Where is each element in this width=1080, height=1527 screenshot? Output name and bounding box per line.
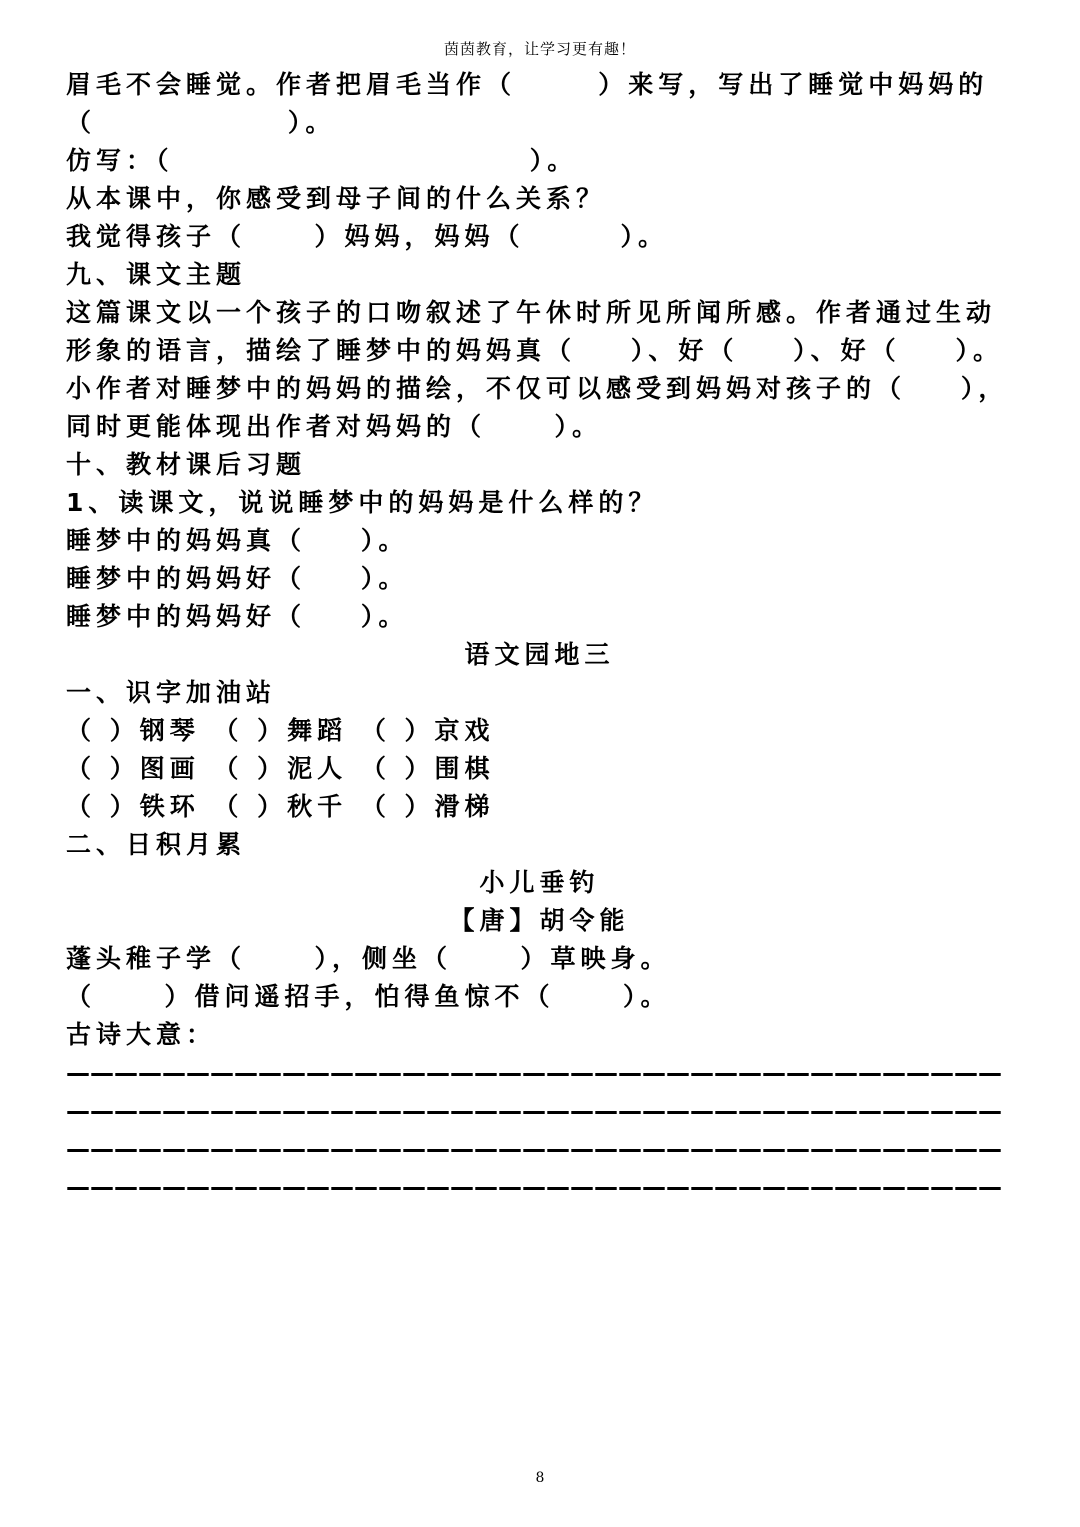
literacy-row-3: （ ）铁环 （ ）秋千 （ ）滑梯 <box>66 792 495 821</box>
subsection-heading-literacy: 一、识字加油站 <box>66 678 277 707</box>
poem-line-1: 蓬头稚子学（ ），侧坐（ ）草映身。 <box>66 944 671 973</box>
page-number: 8 <box>535 1470 545 1486</box>
section-heading-theme: 九、课文主题 <box>66 260 247 289</box>
poem-title: 小儿垂钓 <box>479 868 600 897</box>
theme-text-line-2: 形象的语言，描绘了睡梦中的妈妈真（ ）、好（ ）、好（ ）。 <box>66 336 1003 365</box>
answer-dash-line-2: ——————————————————————————————————————— <box>66 1097 1002 1125</box>
exercise-answer-line-1: 睡梦中的妈妈真（ ）。 <box>66 526 409 555</box>
section-heading-exercises: 十、教材课后习题 <box>66 450 307 479</box>
answer-dash-line-3: ——————————————————————————————————————— <box>66 1135 1002 1163</box>
text-line-metaphor: 眉毛不会睡觉。作者把眉毛当作（ ）来写，写出了睡觉中妈妈的 <box>66 70 989 99</box>
section-title-garden: 语文园地三 <box>464 640 615 669</box>
literacy-row-1: （ ）钢琴 （ ）舞蹈 （ ）京戏 <box>66 716 495 745</box>
text-line-imitation: 仿写：（ ）。 <box>66 146 578 175</box>
text-line-metaphor-blank: （ ）。 <box>66 108 336 137</box>
worksheet-content <box>66 66 1026 1206</box>
literacy-row-2: （ ）图画 （ ）泥人 （ ）围棋 <box>66 754 495 783</box>
answer-dash-line-4: ——————————————————————————————————————— <box>66 1173 1002 1201</box>
exercise-answer-line-2: 睡梦中的妈妈好（ ）。 <box>66 564 409 593</box>
exercise-answer-line-3: 睡梦中的妈妈好（ ）。 <box>66 602 409 631</box>
theme-text-line-4: 同时更能体现出作者对妈妈的（ ）。 <box>66 412 603 441</box>
theme-text-line-1: 这篇课文以一个孩子的口吻叙述了午休时所见所闻所感。作者通过生动 <box>66 298 997 327</box>
exercise-question-1: 1、读课文，说说睡梦中的妈妈是什么样的？ <box>66 488 659 517</box>
answer-dash-line-1: ——————————————————————————————————————— <box>66 1059 1002 1087</box>
question-relationship: 从本课中，你感受到母子间的什么关系？ <box>66 184 607 213</box>
poem-meaning-label: 古诗大意： <box>66 1020 217 1049</box>
poem-author: 【唐】胡令能 <box>449 906 630 935</box>
poem-line-2: （ ）借问遥招手，怕得鱼惊不（ ）。 <box>66 982 671 1011</box>
theme-text-line-3: 小作者对睡梦中的妈妈的描绘，不仅可以感受到妈妈对孩子的（ ）， <box>66 374 1009 403</box>
answer-relationship: 我觉得孩子（ ）妈妈，妈妈（ ）。 <box>66 222 668 251</box>
subsection-heading-accumulation: 二、日积月累 <box>66 830 247 859</box>
page-header: 茵茵教育，让学习更有趣！ <box>443 40 636 58</box>
